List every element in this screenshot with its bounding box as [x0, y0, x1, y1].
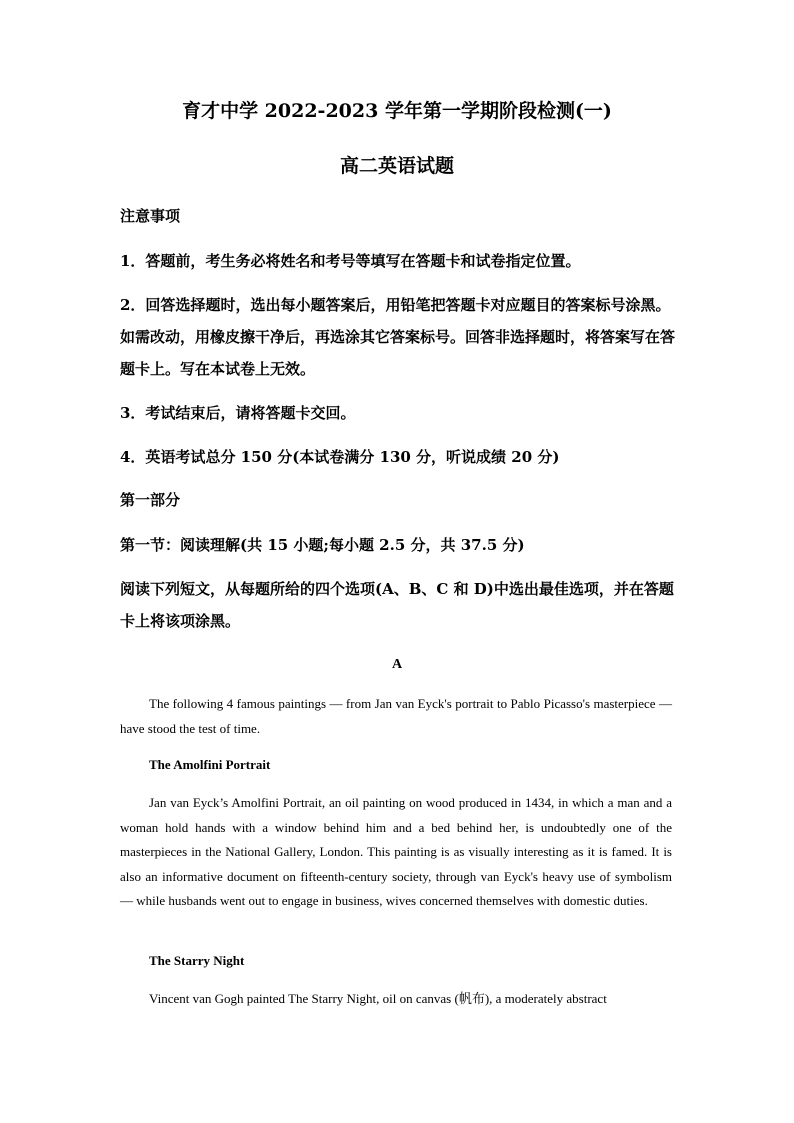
paragraph-amolfini: Jan van Eyck’s Amolfini Portrait, an oil painting on wood produced in 1434, in which a man and a woman hold hands with a window behind him and a bed behind her, is undoubtedly one of the masterpieces in the National Gallery, London. This painting is as visually interesting as it is famed. It is also an informative document on fifteenth-century society, through van Eyck's heavy use of symbolism — while husbands went out to engage in business, wives concerned themselves with domestic duties.: [120, 795, 672, 908]
exam-title: 育才中学 2022-2023 学年第一学期阶段检测(一): [182, 100, 612, 122]
paragraph-starry-night: Vincent van Gogh painted The Starry Night, oil on canvas (帆布), a moderately abstract: [149, 991, 607, 1006]
notice-item-3: 3．考试结束后，请将答题卡交回。: [120, 404, 356, 422]
part-title: 第一部分: [120, 491, 181, 509]
painting-heading-amolfini: The Amolfini Portrait: [149, 757, 271, 772]
notice-item-1: 1．答题前，考生务必将姓名和考号等填写在答题卡和试卷指定位置。: [120, 252, 581, 270]
section-title: 第一节：阅读理解(共 15 小题;每小题 2.5 分，共 37.5 分): [120, 536, 525, 554]
notice-item-4: 4．英语考试总分 150 分(本试卷满分 130 分，听说成绩 20 分): [120, 448, 560, 466]
passage-intro: The following 4 famous paintings — from Jan van Eyck's portrait to Pablo Picasso's masterpiece — have stood the test of time.: [120, 696, 672, 736]
notice-item-2: 2．回答选择题时，选出每小题答案后，用铅笔把答题卡对应题目的答案标号涂黑。如需改动，用橡皮擦干净后，再选涂其它答案标号。回答非选择题时，将答案写在答题卡上。写在本试卷上无效。: [120, 296, 676, 378]
passage-label: A: [391, 657, 403, 672]
painting-heading-starry-night: The Starry Night: [149, 953, 245, 968]
reading-instruction: 阅读下列短文，从每题所给的四个选项(A、B、C 和 D)中选出最佳选项，并在答题卡上将该项涂黑。: [120, 580, 674, 630]
notice-heading: 注意事项: [120, 207, 181, 225]
exam-subtitle: 高二英语试题: [339, 155, 454, 177]
